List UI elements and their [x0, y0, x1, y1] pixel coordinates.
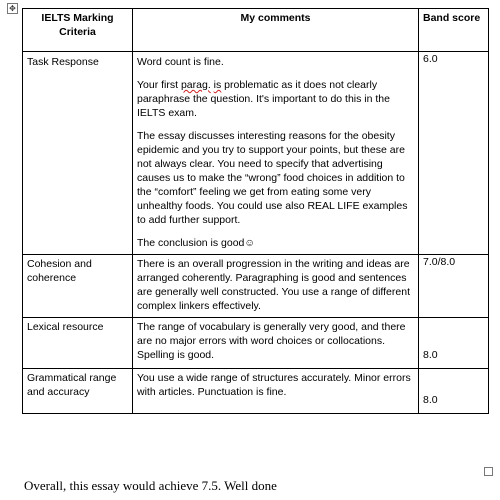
comments-lexical: The range of vocabulary is generally very good, and there are no major errors with word choices or collocations. Spelling is good.: [133, 318, 419, 369]
header-comments: My comments: [133, 9, 419, 52]
comment-paragraph-3: The essay discusses interesting reasons for the obesity epidemic and you try to support your points, but these are not always clear. You need to specify that advertising causes us to make the “wrong” food choices in addition to the “comfort” feeling we get from eating some very unhealthy foods. You could use also REAL LIFE examples to add further support.: [137, 130, 408, 226]
comments-cohesion: There is an overall progression in the writing and ideas are arranged coherently. Paragraphing is good and sentences are generally well constructed. You use a range of different complex linkers effectively.: [133, 255, 419, 318]
comments-grammatical: You use a wide range of structures accurately. Minor errors with articles. Punctuation is fine.: [133, 369, 419, 414]
criteria-task-response: Task Response: [23, 52, 133, 255]
comments-task-response: [133, 52, 419, 255]
misspelled-word: is: [213, 79, 222, 91]
table-row-task-response: [23, 52, 489, 255]
misspelled-word: parag.: [180, 79, 211, 91]
comment-paragraph-1: Word count is fine.: [137, 56, 224, 68]
band-task-response: 6.0: [419, 52, 489, 255]
criteria-cohesion: Cohesion and coherence: [23, 255, 133, 318]
comment-paragraph-2: Your first parag. is problematic as it does not clearly paraphrase the question. It's important to do this in the IELTS exam.: [137, 79, 390, 119]
band-cohesion: 7.0/8.0: [419, 255, 489, 318]
table-header-row: [23, 9, 489, 52]
criteria-grammatical: Grammatical range and accuracy: [23, 369, 133, 414]
table-move-handle-icon[interactable]: ✥: [7, 3, 18, 14]
band-lexical: 8.0: [419, 318, 489, 369]
header-criteria: IELTS Marking Criteria: [23, 9, 133, 52]
header-band-score: Band score: [419, 9, 489, 52]
table-resize-handle-icon[interactable]: [484, 467, 493, 476]
table-row-grammatical: [23, 369, 489, 414]
table-row-lexical: [23, 318, 489, 369]
criteria-lexical: Lexical resource: [23, 318, 133, 369]
table-row-cohesion: [23, 255, 489, 318]
comment-paragraph-4: The conclusion is good☺: [137, 237, 256, 249]
overall-summary: Overall, this essay would achieve 7.5. Well done: [24, 478, 277, 493]
band-grammatical: 8.0: [419, 369, 489, 414]
marking-table: [22, 8, 489, 414]
